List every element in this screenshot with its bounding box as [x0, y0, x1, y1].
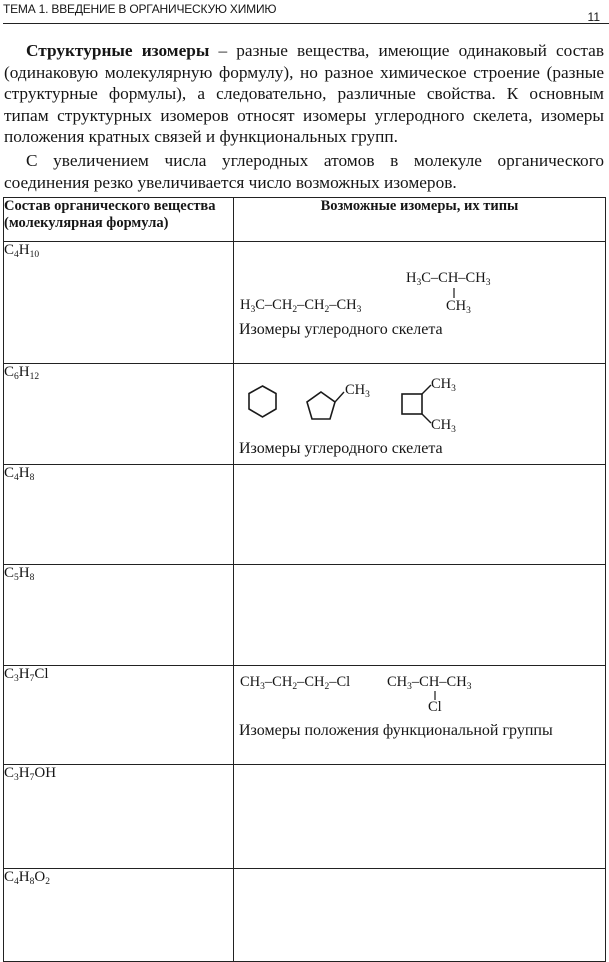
formula-cell: $C_4H_8$	[4, 465, 234, 565]
cyclobutane-methyl-group-2: $CH_3$	[431, 417, 456, 435]
formula-cell: $C_4H_{10}$	[4, 242, 234, 364]
isobutane-branch-bond	[234, 242, 235, 243]
isopropyl-chloride-main-chain: $CH_3-CH-CH_3$	[387, 674, 472, 692]
paragraph-structural-isomers	[4, 40, 604, 148]
isomers-cell	[234, 364, 606, 465]
isomer-type-label: Изомеры углеродного скелета	[239, 321, 443, 338]
page-number: 11	[587, 10, 600, 24]
column-header-composition: Состав органического вещества (молекулярная формула)	[4, 198, 234, 242]
paragraph-isomer-count: С увеличением числа углеродных атомов в молекуле органического соединения резко увеличивается число возможных изомеров.	[4, 151, 604, 192]
isomers-cell	[234, 242, 606, 364]
formula-cell: $C_4H_8O_2$	[4, 869, 234, 962]
isobutane-branch: $CH_3$	[446, 298, 471, 316]
table-row	[4, 364, 606, 465]
isomer-type-label: Изомеры положения функциональной группы	[239, 722, 553, 739]
isomers-cell-empty	[234, 765, 606, 869]
isomers-table	[3, 197, 606, 962]
table-row	[4, 666, 606, 765]
formula-cell: $C_3H_7OH$	[4, 765, 234, 869]
paragraph1-text: – разные вещества, имеющие одинаковый состав (одинаковую молекулярную формулу), но разное химическое строение (разные структурные формулы), а следовательно, различные свойства. К основным типам структурных изомеров относят изомеры углеродного скелета, изомеры положения кратных связей и функциональных групп.	[4, 41, 604, 146]
header-rule	[3, 23, 609, 24]
page-header	[3, 2, 603, 22]
table-row	[4, 242, 606, 364]
isomer-type-label: Изомеры углеродного скелета	[239, 440, 443, 457]
butane-formula: $H_3C-CH_2-CH_2-CH_3$	[240, 297, 362, 315]
table-row	[4, 565, 606, 666]
table-row	[4, 765, 606, 869]
cyclobutane-methyl-group-1: $CH_3$	[431, 376, 456, 394]
column-header-isomers: Возможные изомеры, их типы	[234, 198, 606, 242]
isopropyl-chloride-branch: Cl	[428, 699, 442, 715]
isomers-cell-empty	[234, 465, 606, 565]
isomers-cell-empty	[234, 565, 606, 666]
isopropyl-chloride-branch-bond	[234, 666, 235, 667]
isobutane-main-chain: $H_3C-CH-CH_3$	[406, 270, 491, 288]
isomers-cell-empty	[234, 869, 606, 962]
formula-cell: $C_3H_7Cl$	[4, 666, 234, 765]
cyclopentane-methyl-group: $CH_3$	[345, 382, 370, 400]
table-header-row	[4, 198, 606, 242]
table-row	[4, 465, 606, 565]
term-structural-isomers: Структурные изомеры	[26, 41, 210, 60]
formula-cell: $C_6H_{12}$	[4, 364, 234, 465]
table-row	[4, 869, 606, 962]
formula-cell: $C_5H_8$	[4, 565, 234, 666]
propyl-chloride-formula: $CH_3-CH_2-CH_2-Cl$	[240, 674, 351, 692]
header-title: ТЕМА 1. ВВЕДЕНИЕ В ОРГАНИЧЕСКУЮ ХИМИЮ	[3, 2, 277, 16]
isomers-cell	[234, 666, 606, 765]
